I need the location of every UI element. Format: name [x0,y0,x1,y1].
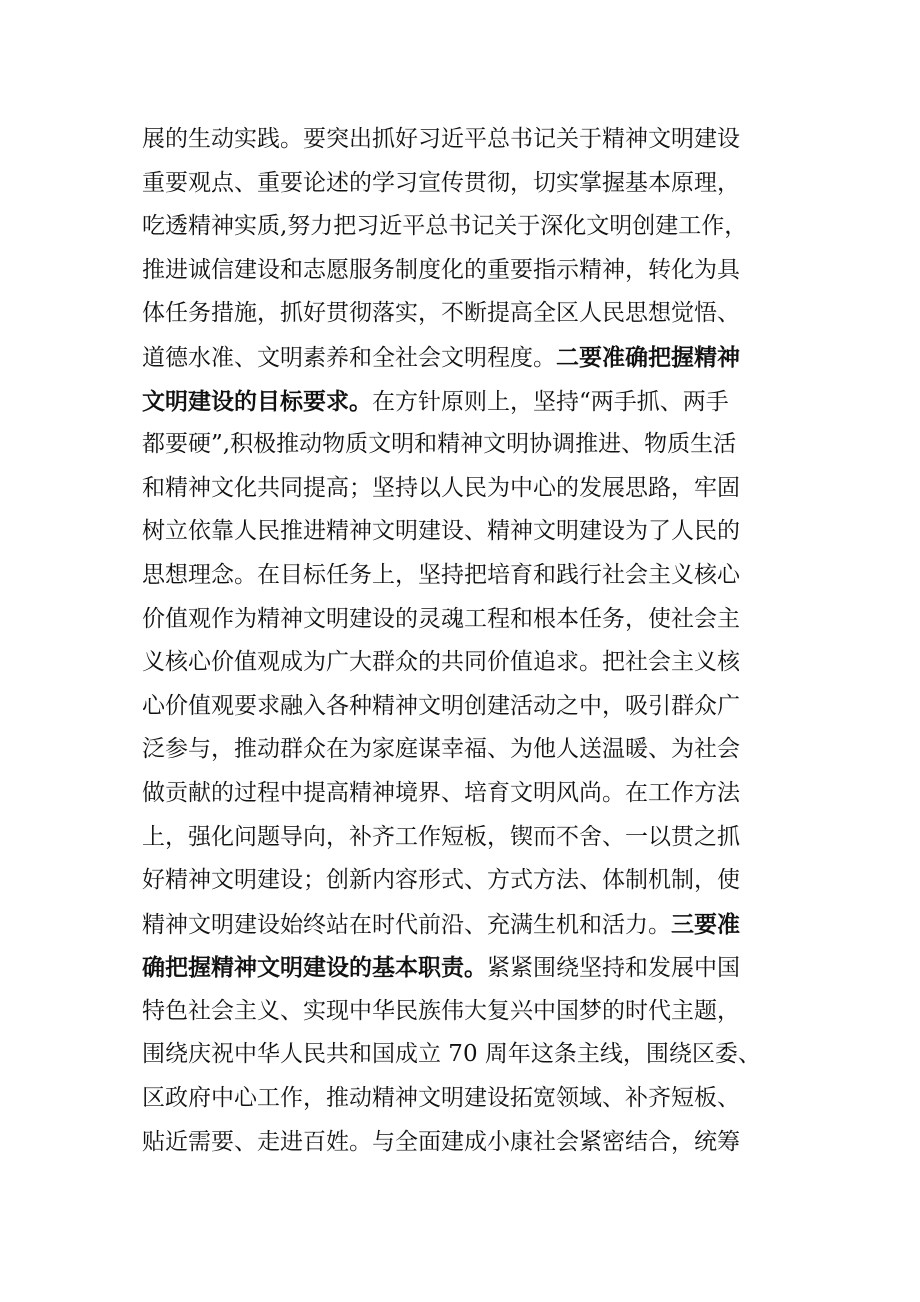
line-text: 紧紧围绕坚持和发展中国 [487,955,740,982]
line-text: 精神文明建设始终站在时代前沿、充满生机和活力。 [142,911,671,938]
line-text: 义核心价值观成为广大群众的共同价值追求。把社会主义核 [142,649,740,676]
line-text: 围绕庆祝中华人民共和国成立 70 周年这条主线，围绕区委、 [142,1041,761,1068]
text-line [142,292,812,336]
line-text: 做贡献的过程中提高精神境界、培育文明风尚。在工作方法 [142,779,740,806]
line-text: 心价值观要求融入各种精神文明创建活动之中，吸引群众广 [142,692,740,719]
document-body [142,118,812,1164]
text-line [142,728,812,772]
line-text: 和精神文化共同提高；坚持以人民为中心的发展思路，牢固 [142,474,740,501]
text-line [142,903,812,947]
line-text: 展的生动实践。要突出抓好习近平总书记关于精神文明建设 [142,126,740,152]
line-text: 好精神文明建设；创新内容形式、方式方法、体制机制，使 [142,867,740,894]
text-line [142,118,812,162]
emphasized-heading: 二要准确把握精神 [556,343,740,371]
line-text: 树立依靠人民推进精神文明建设、精神文明建设为了人民的 [142,518,740,545]
text-line [142,816,812,860]
text-line [142,467,812,511]
text-line [142,1121,812,1165]
emphasized-heading: 确把握精神文明建设的基本职责。 [142,954,487,982]
line-text: 推进诚信建设和志愿服务制度化的重要指示精神，转化为具 [142,256,740,283]
line-text: 道德水准、文明素养和全社会文明程度。 [142,344,556,371]
text-line [142,554,812,598]
text-line [142,336,812,380]
text-line [142,990,812,1034]
line-text: 上，强化问题导向，补齐工作短板，锲而不舍、一以贯之抓 [142,823,740,850]
line-text: 价值观作为精神文明建设的灵魂工程和根本任务，使社会主 [142,605,740,632]
line-text: 在方针原则上，坚持“两手抓、两手 [372,388,729,415]
line-text: 思想理念。在目标任务上，坚持把培育和践行社会主义核心 [142,561,740,588]
text-line [142,772,812,816]
text-line [142,510,812,554]
text-line [142,641,812,685]
emphasized-heading: 文明建设的目标要求。 [142,387,372,415]
text-line [142,685,812,729]
line-text: 都要硬”,积极推动物质文明和精神文明协调推进、物质生活 [142,431,737,458]
text-line [142,380,812,424]
line-text: 贴近需要、走进百姓。与全面建成小康社会紧密结合，统筹 [142,1128,740,1155]
text-line [142,249,812,293]
line-text: 泛参与，推动群众在为家庭谋幸福、为他人送温暖、为社会 [142,736,740,763]
emphasized-heading: 三要准 [671,910,740,938]
text-line [142,1077,812,1121]
line-text: 吃透精神实质,努力把习近平总书记关于深化文明创建工作， [142,213,748,240]
line-text: 重要观点、重要论述的学习宣传贯彻，切实掌握基本原理， [142,169,740,196]
text-line [142,1033,812,1077]
text-line [142,423,812,467]
line-text: 区政府中心工作，推动精神文明建设拓宽领域、补齐短板、 [142,1085,740,1112]
text-line [142,162,812,206]
line-text: 体任务措施，抓好贯彻落实，不断提高全区人民思想觉悟、 [142,300,740,327]
line-text: 特色社会主义、实现中华民族伟大复兴中国梦的时代主题， [142,997,740,1024]
text-line [142,205,812,249]
text-line [142,859,812,903]
text-line [142,946,812,990]
text-line [142,598,812,642]
